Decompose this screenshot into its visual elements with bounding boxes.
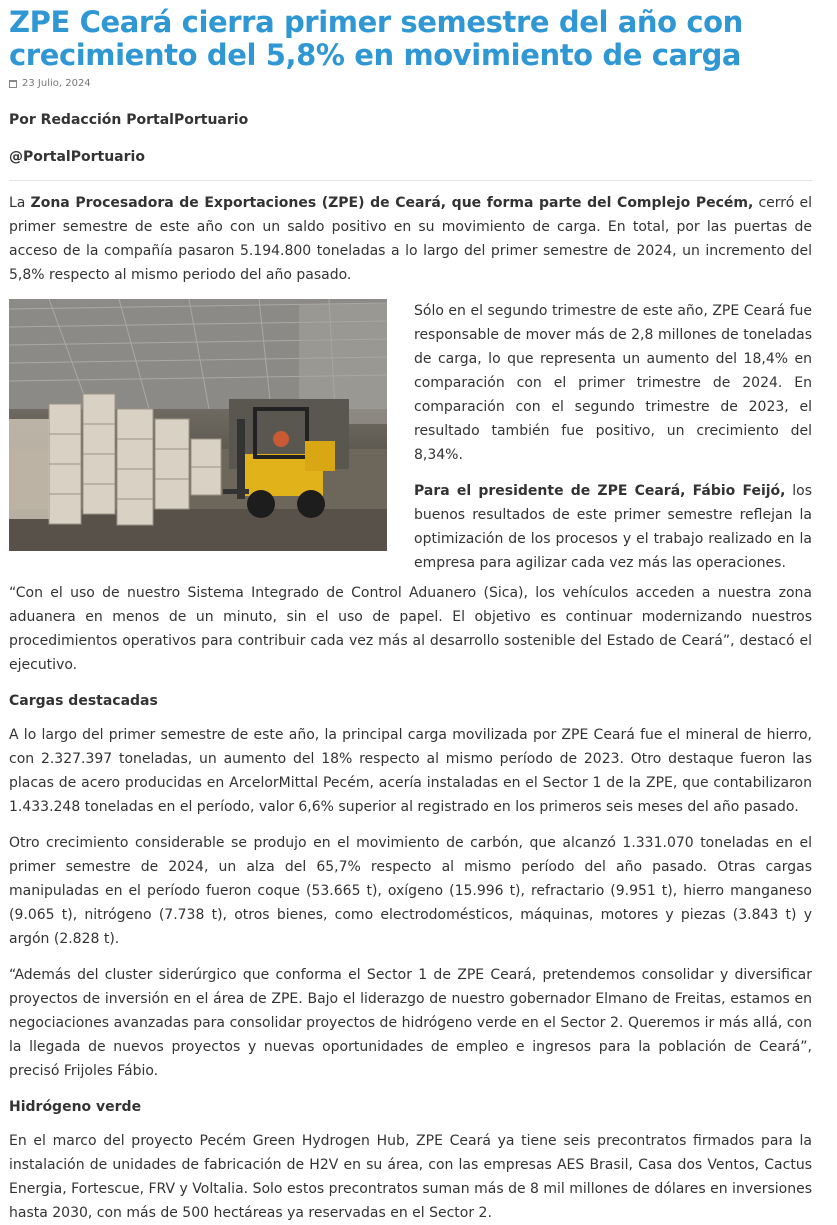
warehouse-forklift-photo	[9, 299, 387, 551]
quote-paragraph-1: “Con el uso de nuestro Sistema Integrado de Control Aduanero (Sica), los vehículos acceden a nuestra zona aduanera en menos de un minuto, sin el uso de papel. El objetivo es continuar modernizando nuestros procedimientos operativos para contribuir cada vez más al desarrollo sostenible del Estado de Ceará”, destacó el ejecutivo.	[9, 585, 812, 673]
side-paragraph-2	[414, 479, 812, 575]
quote-paragraph-2: “Además del cluster siderúrgico que conforma el Sector 1 de ZPE Ceará, pretendemos consolidar y diversificar proyectos de inversión en el área de ZPE. Bajo el liderazgo de nuestro gobernador Elmano de Freitas, estamos en negociaciones avanzadas para consolidar proyectos de hidrógeno verde en el Sector 2. Queremos ir más allá, con la llegada de nuevos proyectos y nuevas oportunidades de empleo e ingresos para la población de Ceará”, precisó Frijoles Fábio.	[9, 967, 812, 1079]
intro-rest: cerró el primer semestre de este año con un saldo positivo en su movimiento de carga. En total, por las puertas de acceso de la compañía pasaron 5.194.800 toneladas a lo largo del primer semestre de 2024, un incremento del 5,8% respecto al mismo periodo del año pasado.	[9, 195, 812, 283]
heading-cargas: Cargas destacadas	[9, 693, 158, 709]
president-rest: los buenos resultados de este primer semestre reflejan la optimización de los procesos y el trabajo realizado en la empresa para agilizar cada vez más las operaciones.	[414, 483, 813, 571]
date-text: 23 Julio, 2024	[22, 78, 91, 89]
side-column	[414, 299, 812, 575]
intro-bold: Zona Procesadora de Exportaciones (ZPE) de Ceará, que forma parte del Complejo Pecém,	[30, 195, 754, 211]
cargas-paragraph-2: Otro crecimiento considerable se produjo en el movimiento de carbón, que alcanzó 1.331.070 toneladas en el primer semestre de 2024, un alza del 65,7% respecto al mismo período del año pasado. Otras cargas manipuladas en el período fueron coque (53.665 t), oxígeno (15.996 t), refractario (9.951 t), hierro manganeso (9.065 t), nitrógeno (7.738 t), otros bienes, como electrodomésticos, máquinas, motores y piezas (3.843 t) y argón (2.828 t).	[9, 835, 812, 947]
heading-hidrogeno: Hidrógeno verde	[9, 1099, 142, 1115]
byline: Por Redacción PortalPortuario	[9, 112, 249, 128]
calendar-icon	[9, 80, 17, 88]
cargas-paragraph-1: A lo largo del primer semestre de este año, la principal carga movilizada por ZPE Ceará fue el mineral de hierro, con 2.327.397 toneladas, un aumento del 18% respecto al mismo período de 2023. Otro destaque fueron las placas de acero producidas en ArcelorMittal Pecém, acería instaladas en el Sector 1 de la ZPE, que contabilizaron 1.433.248 toneladas en el período, valor 6,6% superior al registrado en los primeros seis meses del año pasado.	[9, 727, 812, 815]
divider	[9, 180, 812, 181]
article-date	[9, 78, 812, 89]
author-handle: @PortalPortuario	[9, 149, 145, 165]
president-bold: Para el presidente de ZPE Ceará, Fábio Feijó,	[414, 483, 786, 499]
side-paragraph-1: Sólo en el segundo trimestre de este año, ZPE Ceará fue responsable de mover más de 2,8 millones de toneladas de carga, lo que representa un aumento del 18,4% en comparación con el primer trimestre de 2024. En comparación con el segundo trimestre de 2023, el resultado también fue positivo, un crecimiento del 8,34%.	[414, 303, 812, 463]
hidrogeno-paragraph: En el marco del proyecto Pecém Green Hydrogen Hub, ZPE Ceará ya tiene seis precontratos firmados para la instalación de unidades de fabricación de H2V en su área, con las empresas AES Brasil, Casa dos Ventos, Cactus Energia, Fortescue, FRV y Voltalia. Solo estos precontratos suman más de 8 mil millones de dólares en inversiones hasta 2030, con más de 500 hectáreas ya reservadas en el Sector 2.	[9, 1133, 812, 1221]
media-row	[9, 299, 812, 575]
intro-lead: La	[9, 195, 31, 211]
intro-paragraph	[9, 191, 812, 287]
article-title: ZPE Ceará cierra primer semestre del año con crecimiento del 5,8% en movimiento de carga	[9, 5, 743, 72]
